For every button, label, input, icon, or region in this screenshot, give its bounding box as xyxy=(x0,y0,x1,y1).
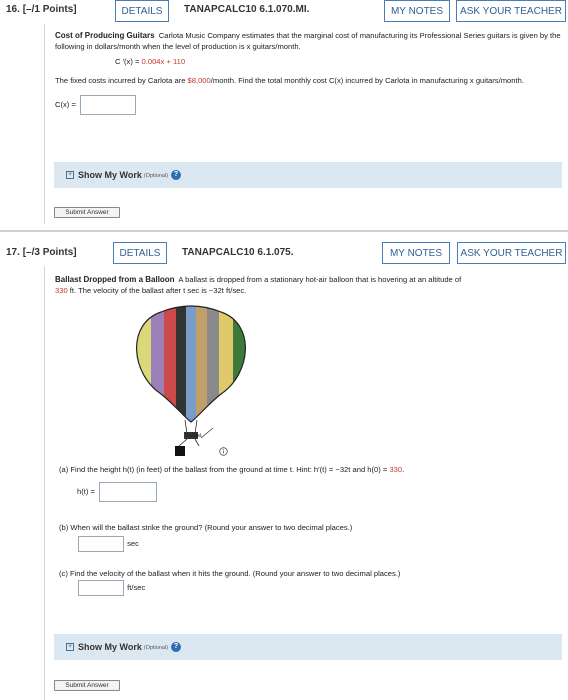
plus-box-icon[interactable]: + xyxy=(67,643,73,650)
info-circle-icon[interactable] xyxy=(219,447,228,456)
q16-submit-button[interactable]: Submit Answer xyxy=(54,207,120,218)
q17-details-button[interactable]: DETAILS xyxy=(113,242,167,264)
q16-answer-row xyxy=(55,95,563,115)
q17-show-work[interactable] xyxy=(54,634,562,660)
q17-number: 17. [–/3 Points] xyxy=(6,247,77,258)
q17-my-notes-button[interactable]: MY NOTES xyxy=(382,242,450,264)
q16-answer-input[interactable] xyxy=(80,95,136,115)
q17-part-b-input[interactable] xyxy=(78,536,124,552)
question-divider xyxy=(0,230,568,232)
q17-title: Ballast Dropped from a Balloon xyxy=(55,275,175,284)
q17-part-c-answer-row xyxy=(78,580,145,596)
q16-problem-text: Cost of Producing Guitars Carlota Music Company estimates that the marginal cost of manufacturing its Professional Series guitars is given by the following in dollars/month when the level of production is x guitars/month. xyxy=(55,31,561,51)
q17-submit-button[interactable]: Submit Answer xyxy=(54,680,120,691)
q16-show-work-label[interactable]: Show My Work xyxy=(78,170,142,180)
hot-air-balloon-illustration xyxy=(101,304,301,474)
q17-part-a: (a) Find the height h(t) (in feet) of the ballast from the ground at time t. Hint: h′(t) = −32t and h(0) = 330. xyxy=(59,465,405,474)
q17-ask-teacher-button[interactable]: ASK YOUR TEACHER xyxy=(457,242,566,264)
q17-code: TANAPCALC10 6.1.075. xyxy=(182,247,294,258)
ballast-label: Ballast xyxy=(185,433,202,439)
q17-part-b-answer-row xyxy=(78,536,139,552)
q16-answer-label: C(x) = xyxy=(55,100,76,109)
q16-show-work[interactable] xyxy=(54,162,562,188)
q16-code: TANAPCALC10 6.1.070.MI. xyxy=(184,4,310,15)
q17-part-c-unit: ft/sec xyxy=(127,583,146,592)
q16-optional-label: (Optional) xyxy=(143,173,168,179)
q17-part-c: (c) Find the velocity of the ballast when it hits the ground. (Round your answer to two decimal places.) xyxy=(59,569,401,578)
q16-formula: C ′(x) = 0.004x + 110 xyxy=(115,57,186,66)
q16-title: Cost of Producing Guitars xyxy=(55,31,155,40)
q17-problem-text: Ballast Dropped from a Balloon A ballast is dropped from a stationary hot-air balloon that is hovering at an altitude of 330 ft. The velocity of the ballast after t sec is −32t ft/sec. xyxy=(55,275,462,295)
question-circle-icon[interactable]: ? xyxy=(171,642,181,652)
q16-panel xyxy=(44,24,568,224)
q16-header xyxy=(0,0,568,24)
q16-my-notes-button[interactable]: MY NOTES xyxy=(384,0,450,22)
q16-details-button[interactable]: DETAILS xyxy=(115,0,169,22)
q17-part-a-input[interactable] xyxy=(99,482,157,502)
q16-ask-teacher-button[interactable]: ASK YOUR TEACHER xyxy=(456,0,566,22)
question-circle-icon[interactable]: ? xyxy=(171,170,181,180)
q17-header xyxy=(0,242,568,266)
q16-question: The fixed costs incurred by Carlota are $8,000/month. Find the total monthly cost C(x) incurred by Carlota in manufacturing x guitars/month. xyxy=(55,76,524,85)
q17-part-c-input[interactable] xyxy=(78,580,124,596)
q17-part-a-label: h(t) = xyxy=(77,487,95,496)
q17-show-work-label[interactable]: Show My Work xyxy=(78,642,142,652)
q17-part-b-unit: sec xyxy=(127,539,139,548)
q16-number: 16. [–/1 Points] xyxy=(6,4,77,15)
plus-box-icon[interactable]: + xyxy=(67,171,73,178)
q17-part-b: (b) When will the ballast strike the ground? (Round your answer to two decimal places.) xyxy=(59,523,353,532)
q17-optional-label: (Optional) xyxy=(143,645,168,651)
q17-part-a-answer-row xyxy=(77,482,157,502)
